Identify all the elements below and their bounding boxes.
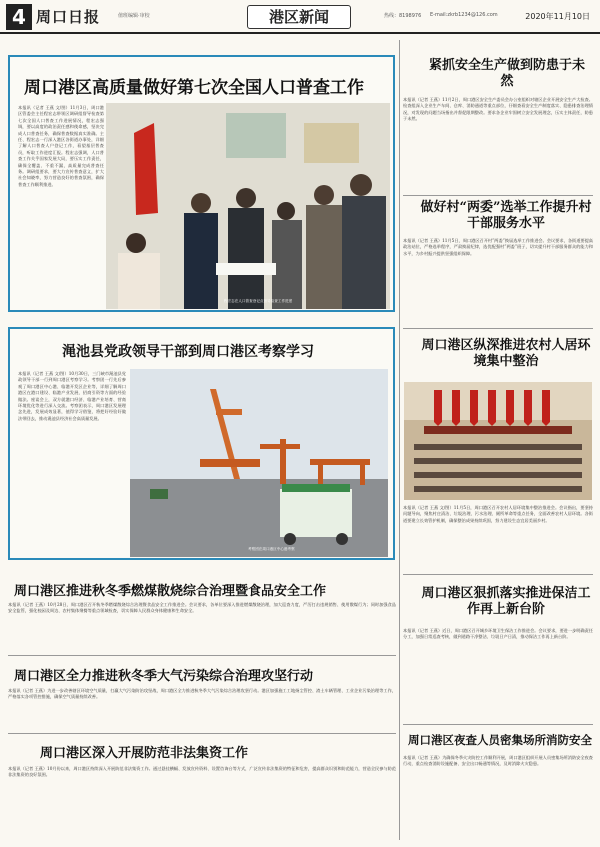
divider xyxy=(8,733,396,734)
rural-photo xyxy=(404,382,592,500)
air-body: 本报讯（记者 王燕）为进一步改善辖区环境空气质量，打赢大气污染防治攻坚战，周口港区全力推进秋冬季大气污染综合治理攻坚行动。港区加强施工工地扬尘管控、渣土车辆管理、工业企业污染治理等工作，严格落实各项管控措施，确保空气质量持续改善。 xyxy=(8,688,396,700)
meta-right: 热线：8198976 xyxy=(384,13,422,19)
election-body: 本报讯（记者 王燕）11月5日，周口港区召开村“两委”换届选举工作推进会。会议要求，各街道要提高政治站位，严格选举程序，严肃换届纪律，选优配强村“两委”班子，切实提升村干部服务群众的能力和水平，为乡村振兴提供坚强组织保障。 xyxy=(403,238,593,256)
production-body: 本报讯（记者 王燕）11月2日，周口港区安全生产委员会办公室组织对辖区企业开展安全生产大检查。检查组深入企业生产车间、仓库、消防通道等重点部位，仔细查看安全生产制度落实、隐患排查治理情况，对发现的问题当场指出并督促限期整改。要求各企业牢固树立安全发展理念，压实主体责任，防患于未然。 xyxy=(403,97,593,122)
cleaning-headline: 周口港区狠抓落实推进保洁工作再上新台阶 xyxy=(421,586,591,617)
mianchi-body: 本报讯（记者 王燕 文/图）10月30日，三门峡市渑池县党政领导干部一行到周口港区考察学习。考察团一行先后参观了周口港区中心港、临港开发区企业等，详细了解周口港区在港口建设、临港产业发展、招商引资等方面的经验做法。座谈会上，双方就港口经济、临港产业培育、营商环境优化等进行深入交流。考察团表示，周口港区发展理念先进，发展成效显著，值得学习借鉴，将把好经验好做法带回去，推动渑池县经济社会高质量发展。 xyxy=(18,371,126,421)
mianchi-headline: 渑池县党政领导干部到周口港区考察学习 xyxy=(62,344,314,360)
coal-body: 本报讯（记者 王燕）10月28日，周口港区召开秋冬季燃煤散烧综合治理暨食品安全工作推进会。会议要求，各单位要深入推进燃煤散烧治理，加大巡查力度，严厉打击违规销售、使用散煤行为；同时加强食品安全监管，强化校园及周边、农村集体聚餐等重点领域检查，切实保障人民群众身体健康和生命安全。 xyxy=(8,602,396,614)
column-divider xyxy=(399,40,400,840)
email: E-mail:zkrb1234@126.com xyxy=(430,12,498,18)
paper-name: 周口日报 xyxy=(36,8,101,26)
divider xyxy=(8,655,396,656)
census-body: 本报讯（记者 王燕 文/图）11月3日，周口港区管委会主任程宏志带领区调研组督导检查第七次全国人口普查工作进展情况，程宏志强调，要以高度的政治责任感和使命感，坚决完成人口普查任务，确保普查数据真实准确。主任、程宏志一行深入港区各街道办事处，详细了解人口普查人户登记工作，看望基层普查员，听取工作进度汇报。程宏志强调，人口普查工作关乎国家发展大局，要压实工作责任，确保全覆盖、不重不漏，高质量完成普查任务。调研组要求，要大力宣传普查意义，扩大社会知晓率，努力营造良好的普查氛围，确保普查工作顺利推进。 xyxy=(18,105,104,187)
fire-headline: 周口港区夜查人员密集场所消防安全 xyxy=(408,733,592,747)
law-headline: 周口港区深入开展防范非法集资工作 xyxy=(40,746,249,761)
production-headline: 紧抓安全生产做到防患于未然 xyxy=(428,58,585,89)
masthead xyxy=(0,0,600,34)
census-headline: 周口港区高质量做好第七次全国人口普查工作 xyxy=(24,78,364,98)
divider xyxy=(403,328,593,329)
divider xyxy=(403,195,593,196)
census-article xyxy=(8,55,395,312)
divider xyxy=(403,574,593,575)
census-photo xyxy=(106,103,390,309)
issue-date: 2020年11月10日 xyxy=(525,12,590,21)
election-headline: 做好村“两委”选举工作提升村干部服务水平 xyxy=(420,200,592,231)
mianchi-article xyxy=(8,327,395,560)
coal-headline: 周口港区推进秋冬季燃煤散烧综合治理暨食品安全工作 xyxy=(14,584,327,599)
rural-headline: 周口港区纵深推进农村人居环境集中整治 xyxy=(421,338,591,369)
law-body: 本报讯（记者 王燕）10月份以来，周口港区持续深入开展防范非法集资工作。通过悬挂横幅、发放宣传资料、设置咨询台等方式，广泛宣传非法集资的特征和危害，提高群众识别和防范能力，营造全民参与防范非法集资的良好氛围。 xyxy=(8,766,396,778)
meta-left: 值班编辑·审校 xyxy=(118,13,150,19)
mianchi-photo xyxy=(130,369,388,557)
section-title: 港区新闻 xyxy=(247,5,351,29)
mianchi-caption: 考察团在周口港区中心港考察 xyxy=(248,547,295,551)
divider xyxy=(403,724,593,725)
page-number: 4 xyxy=(6,4,32,30)
air-headline: 周口港区全力推进秋冬季大气污染综合治理攻坚行动 xyxy=(14,669,314,684)
fire-body: 本报讯（记者 王燕）为确保冬季火灾防控工作顺利开展，周口港区组织开展人员密集场所消防安全夜查行动，重点检查消防设施配备、安全出口畅通等情况，及时消除火灾隐患。 xyxy=(403,755,593,767)
census-caption: 程宏志在人口普查登记点督导检查工作进度 xyxy=(224,299,293,303)
cleaning-body: 本报讯（记者 王燕）近日，周口港区召开城乡环境卫生保洁工作推进会。会议要求，要进一步明确责任分工，加强日常巡查考核，做到道路干净整洁、垃圾日产日清，推动保洁工作再上新台阶。 xyxy=(403,628,593,640)
rural-body: 本报讯（记者 王燕 文/图）11月5日，周口港区召开农村人居环境集中整治推进会。会议指出，要坚持问题导向，聚焦村庄清洁、垃圾治理、污水治理、厕所革命等重点任务，全面改善农村人居环境。各街道要建立长效管护机制，确保整治成果持续巩固，努力建设生态宜居美丽乡村。 xyxy=(403,505,593,523)
